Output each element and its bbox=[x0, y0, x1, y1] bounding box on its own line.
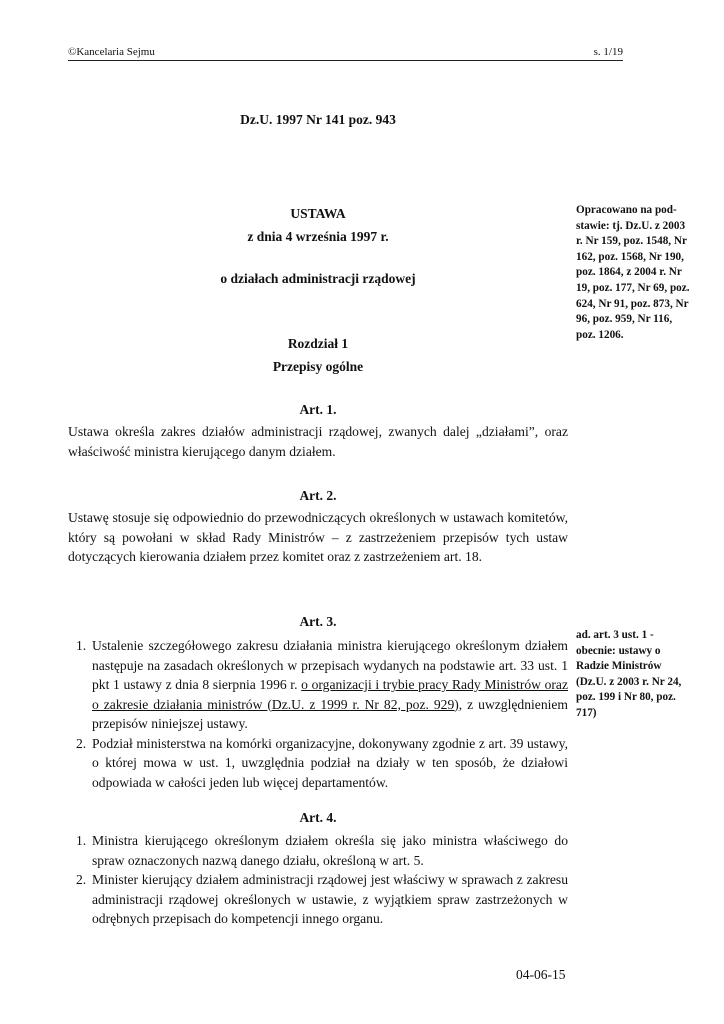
art3-list bbox=[76, 636, 568, 792]
act-type: USTAWA bbox=[290, 206, 346, 221]
list-item bbox=[76, 734, 568, 793]
art4-list bbox=[76, 831, 568, 929]
header-source: ©Kancelaria Sejmu bbox=[68, 46, 155, 58]
item-text-end: , z uwzględnieniem przepisów niniejszej ustawy. bbox=[92, 696, 568, 731]
item-text: Minister kierujący działem administracji rządowej jest właściwy w sprawach z zakresu administracji rządowej określonych w ustawie, z wyjątkiem spraw zastrzeżonych w odrębnych przepisach do kompetencji innego organu. bbox=[92, 872, 568, 926]
art2-heading: Art. 2. bbox=[299, 488, 337, 503]
act-date: z dnia 4 września 1997 r. bbox=[247, 229, 389, 244]
page-number: s. 1/19 bbox=[593, 46, 623, 58]
list-item bbox=[76, 870, 568, 929]
art1-heading: Art. 1. bbox=[299, 402, 337, 417]
item-number: 2. bbox=[76, 735, 87, 751]
chapter-number: Rozdział 1 bbox=[287, 336, 349, 351]
art1-text: Ustawa określa zakres działów administracji rządowej, zwanych dalej „działami”, oraz właściwość ministra kierującego danym działem. bbox=[68, 424, 568, 459]
law-reference-link[interactable]: o organizacji i trybie pracy Rady Ministrów oraz o zakresie działania ministrów (Dz.U. z 1999 r. Nr 82, poz. 929) bbox=[92, 677, 569, 712]
art3-heading: Art. 3. bbox=[299, 614, 337, 629]
art2-text: Ustawę stosuje się odpowiednio do przewodniczących określonych w ustawach komitetów, który są powołani w skład Rady Ministrów – z zastrzeżeniem przepisów tych ustaw dotyczących kierowania działem przez komitet oraz z zastrzeżeniem art. 18. bbox=[68, 510, 568, 564]
consolidation-note: Opracowano na pod-stawie: tj. Dz.U. z 2003 r. Nr 159, poz. 1548, Nr 162, poz. 1568, Nr 190, poz. 1864, z 2004 r. Nr 19, poz. 177, Nr 69, poz. 624, Nr 91, poz. 873, Nr 96, poz. 959, Nr 116, poz. 1206. bbox=[576, 204, 690, 341]
chapter-title: Przepisy ogólne bbox=[272, 359, 364, 374]
list-item bbox=[76, 636, 568, 734]
item-text: Podział ministerstwa na komórki organizacyjne, dokonywany zgodnie z art. 39 ustawy, o której mowa w ust. 1, uwzględnia podział na działy w ten sposób, że działowi odpowiada w całości jeden lub więcej departamentów. bbox=[92, 735, 568, 790]
amendment-note: ad. art. 3 ust. 1 - obecnie: ustawy o Radzie Ministrów (Dz.U. z 2003 r. Nr 24, poz. 199 i Nr 80, poz. 717) bbox=[576, 629, 682, 719]
list-item bbox=[76, 831, 568, 870]
journal-reference: Dz.U. 1997 Nr 141 poz. 943 bbox=[240, 112, 396, 127]
item-number: 2. bbox=[76, 872, 87, 887]
item-number: 1. bbox=[76, 638, 87, 653]
item-number: 1. bbox=[76, 833, 87, 848]
art4-heading: Art. 4. bbox=[299, 810, 337, 825]
page-header bbox=[68, 46, 623, 61]
item-text: Ustalenie szczegółowego zakresu działania ministra kierującego określonym działem następuje na zasadach określonych w przepisach wydanych na podstawie art. 33 ust. 1 pkt 1 ustawy z dnia 8 sierpnia 1996 r. bbox=[92, 638, 568, 692]
act-subject: o działach administracji rządowej bbox=[220, 271, 416, 286]
item-text: Ministra kierującego określonym działem określa się jako ministra właściwego do spraw oznaczonych nazwą danego działu, określoną w art. 5. bbox=[92, 833, 568, 868]
footer-date: 04-06-15 bbox=[516, 967, 566, 982]
